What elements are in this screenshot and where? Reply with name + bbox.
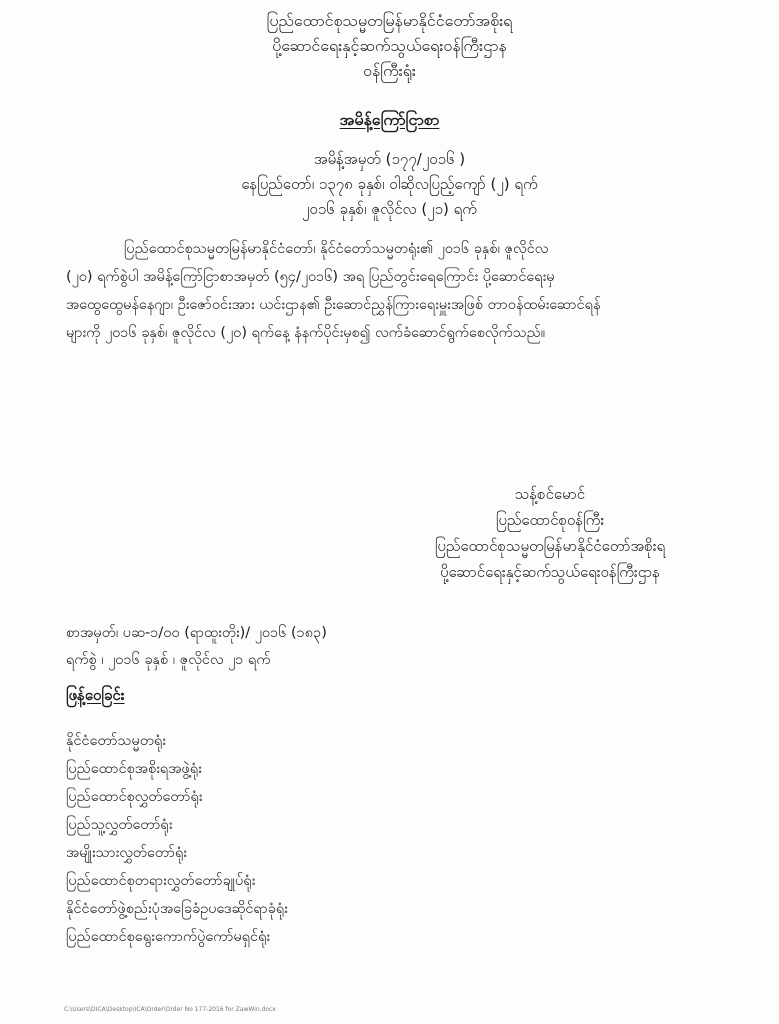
distribution-heading — [66, 683, 125, 707]
distribution-heading-text: ဖြန့်ဝေခြင်း — [66, 686, 125, 704]
distribution-item: နိုင်ငံတော်ဖွဲ့စည်းပုံအခြေခံဥပဒေဆိုင်ရာခုံရုံး — [66, 901, 288, 917]
signatory-org-line-2: ပို့ဆောင်ရေးနှင့်ဆက်သွယ်ရေးဝန်ကြီးဌာန — [440, 563, 660, 581]
letter-date: ရက်စွဲ ၊ ၂၀၁၆ ခုနှစ် ၊ ဇူလိုင်လ ၂၁ ရက် — [66, 652, 271, 668]
order-date-gregorian: ၂၀၁၆ ခုနှစ်၊ ဇူလိုင်လ (၂၁) ရက် — [302, 200, 477, 218]
body-line: များကို ၂၀၁၆ ခုနှစ်၊ ဇူလိုင်လ (၂၀) ရက်နေ့ နံနက်ပိုင်းမှစ၍ လက်ခံဆောင်ရွက်စေလိုက်သည်။ — [66, 325, 546, 341]
signature-block — [360, 481, 740, 585]
distribution-item: ပြည်သူ့လွှတ်တော်ရုံး — [66, 817, 173, 833]
order-number: အမိန့်အမှတ် (၁၇၇/၂၀၁၆ ) — [313, 150, 466, 168]
body-line: အထွေထွေမန်နေဂျာ၊ ဦးဇော်ဝင်းအား ယင်းဌာန၏ ဦးဆောင်ညွှန်ကြားရေးမှူးအဖြစ် တာဝန်ထမ်းဆောင်ရန် — [66, 297, 601, 313]
body-line: (၂၀) ရက်စွဲပါ အမိန့်ကြော်ငြာစာအမှတ် (၅၄/၂၀၁၆) အရ ပြည်တွင်းရေကြောင်း ပို့ဆောင်ရေးမှ — [66, 269, 555, 285]
body-line: ပြည်ထောင်စုသမ္မတမြန်မာနိုင်ငံတော်၊ နိုင်ငံတော်သမ္မတရုံး၏ ၂၀၁၆ ခုနှစ်၊ ဇူလိုင်လ — [124, 241, 549, 257]
header-ministry: ပို့ဆောင်ရေးနှင့်ဆက်သွယ်ရေးဝန်ကြီးဌာန — [272, 36, 507, 55]
distribution-item: ပြည်ထောင်စုရွေးကောက်ပွဲကော်မရှင်ရုံး — [66, 929, 271, 945]
letter-reference — [66, 620, 726, 674]
distribution-item: ပြည်ထောင်စုတရားလွှတ်တော်ချုပ်ရုံး — [66, 873, 256, 889]
order-body-paragraph — [66, 235, 726, 347]
signatory-position: ပြည်ထောင်စုဝန်ကြီး — [495, 511, 605, 529]
distribution-list — [66, 727, 726, 951]
distribution-item: နိုင်ငံတော်သမ္မတရုံး — [66, 733, 166, 749]
signatory-name: သန့်စင်မောင် — [514, 485, 586, 503]
file-path-footer: C:\Users\DICA\Desktop\ICA\Order\Order No 177-2016 for ZawWin.docx — [64, 1006, 276, 1013]
signatory-org-line-1: ပြည်ထောင်စုသမ္မတမြန်မာနိုင်ငံတော်အစိုးရ — [434, 537, 666, 555]
distribution-item: ပြည်ထောင်စုလွှတ်တော်ရုံး — [66, 789, 203, 805]
distribution-item: ပြည်ထောင်စုအစိုးရအဖွဲ့ရုံး — [66, 761, 202, 777]
header-government: ပြည်ထောင်စုသမ္မတမြန်မာနိုင်ငံတော်အစိုးရ — [266, 11, 513, 30]
header-office: ဝန်ကြီးရုံး — [363, 61, 416, 80]
document-title — [0, 109, 779, 131]
document-title-text: အမိန့်ကြော်ငြာစာ — [339, 110, 440, 129]
distribution-item: အမျိုးသားလွှတ်တော်ရုံး — [66, 845, 187, 861]
order-date-myanmar: နေပြည်တော်၊ ၁၃၇၈ ခုနှစ်၊ ဝါဆိုလပြည့်ကျော် (၂) ရက် — [241, 175, 538, 193]
letter-number: စာအမှတ်၊ ပဆ-၁/၀ဝ (ရာထူးတိုး)/ ၂၀၁၆ (၁၈၃) — [66, 625, 327, 641]
letterhead — [0, 8, 779, 83]
order-reference — [0, 147, 779, 222]
